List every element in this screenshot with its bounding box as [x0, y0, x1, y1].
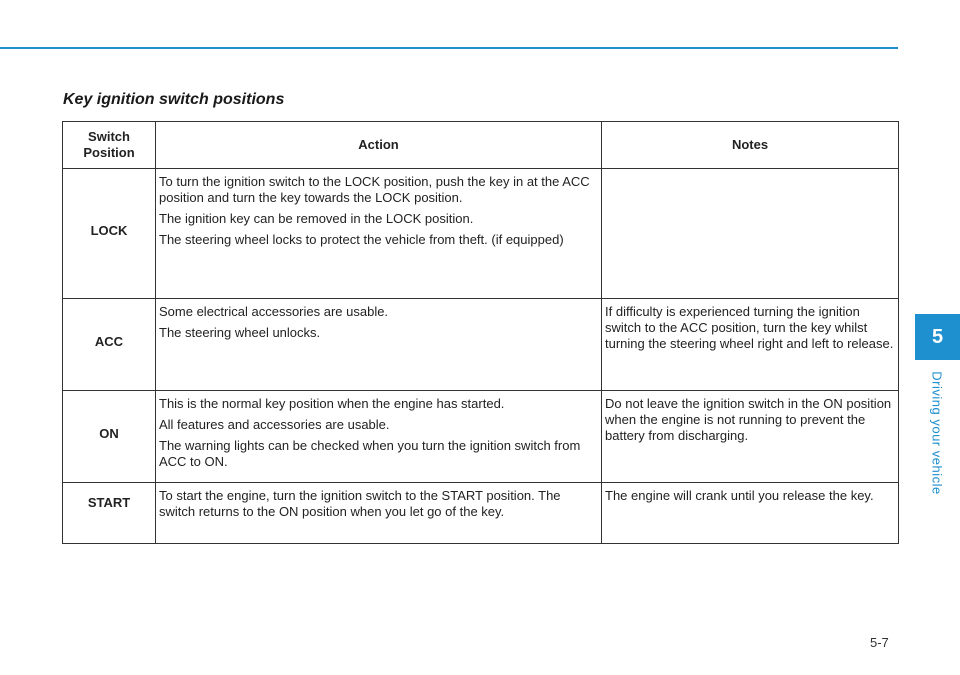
- notes-cell: [602, 483, 899, 544]
- action-text: The steering wheel unlocks.: [159, 325, 321, 340]
- action-text: The ignition key can be removed in the LOCK position.: [159, 211, 474, 226]
- position-cell: ACC: [63, 299, 156, 391]
- action-cell: [156, 391, 602, 483]
- action-cell: [156, 299, 602, 391]
- header-notes: Notes: [602, 122, 899, 169]
- table-row: [63, 483, 899, 544]
- notes-text: If difficulty is experienced turning the ignition switch to the ACC position, turn the key whilst turning the steering wheel right and left to release.: [605, 304, 894, 351]
- action-text: To start the engine, turn the ignition switch to the START position. The switch returns to the ON position when you let go of the key.: [159, 488, 561, 519]
- position-cell: LOCK: [63, 169, 156, 299]
- position-cell: START: [63, 483, 156, 544]
- position-cell: ON: [63, 391, 156, 483]
- action-text: This is the normal key position when the engine has started.: [159, 396, 505, 411]
- action-text: All features and accessories are usable.: [159, 417, 390, 432]
- chapter-tab-label: Driving your vehicle: [929, 371, 945, 495]
- chapter-tab: 5: [915, 314, 960, 360]
- header-switch-position: Switch Position: [63, 122, 156, 169]
- action-text: The warning lights can be checked when you turn the ignition switch from ACC to ON.: [159, 438, 581, 469]
- section-title: Key ignition switch positions: [63, 91, 285, 108]
- table-row: [63, 391, 899, 483]
- action-text: To turn the ignition switch to the LOCK position, push the key in at the ACC position and turn the key towards the LOCK position.: [159, 174, 590, 205]
- top-divider: [0, 47, 898, 49]
- notes-text: Do not leave the ignition switch in the ON position when the engine is not running to prevent the battery from discharging.: [605, 396, 892, 443]
- table-header-row: [63, 122, 899, 169]
- page-number: 5-7: [870, 635, 889, 650]
- notes-text: The engine will crank until you release the key.: [605, 488, 874, 503]
- action-text: Some electrical accessories are usable.: [159, 304, 389, 319]
- notes-cell: [602, 391, 899, 483]
- header-action: Action: [156, 122, 602, 169]
- action-text: The steering wheel locks to protect the vehicle from theft. (if equipped): [159, 232, 564, 247]
- table-row: [63, 169, 899, 299]
- ignition-positions-table: [62, 121, 899, 544]
- action-cell: [156, 483, 602, 544]
- notes-cell: [602, 299, 899, 391]
- notes-cell: [602, 169, 899, 299]
- action-cell: [156, 169, 602, 299]
- table-row: [63, 299, 899, 391]
